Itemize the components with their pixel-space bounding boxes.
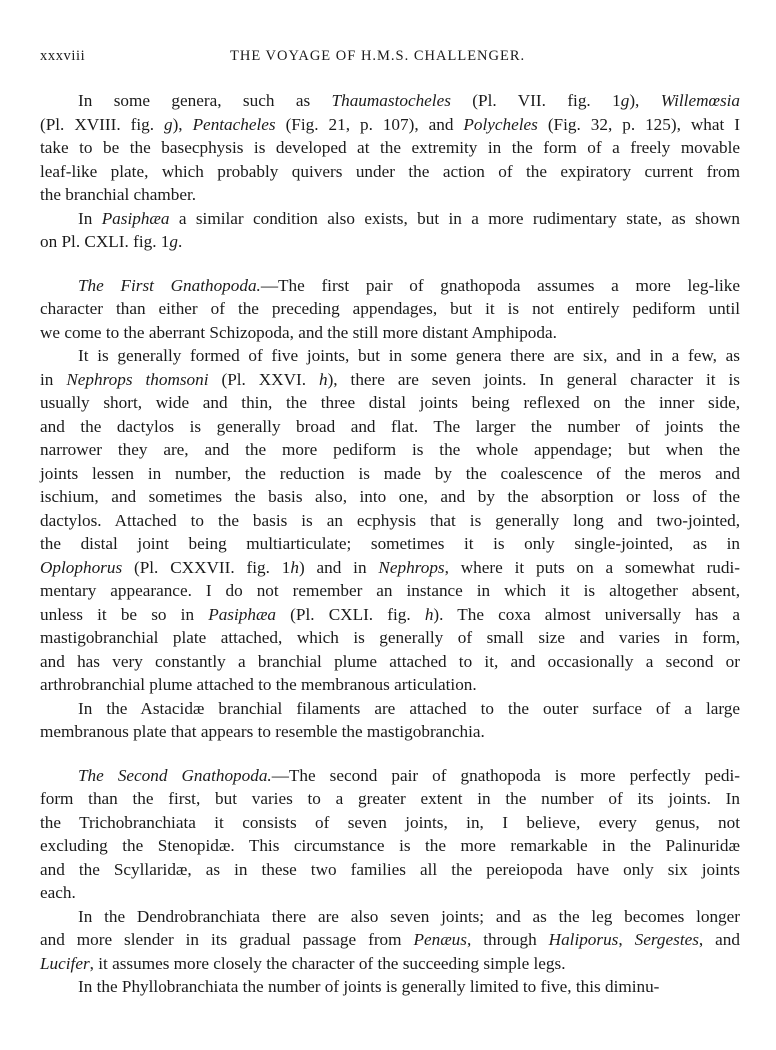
italic-term: Polycheles <box>463 114 538 134</box>
text-run: ). The coxa almost universally has a <box>433 604 740 624</box>
text-run: , where it puts on a somewhat rudi- <box>444 557 740 577</box>
text-line <box>40 89 740 113</box>
text-run: take to be the basecphysis is developed at the extremity in the form of a freely movable <box>40 138 740 157</box>
text-line <box>40 462 740 486</box>
text-run: ) and in <box>298 557 379 577</box>
text-line <box>40 834 740 858</box>
paragraph-gap <box>40 744 740 764</box>
italic-term: Haliporus <box>548 930 619 949</box>
text-line <box>40 787 740 811</box>
text-line <box>40 764 740 788</box>
text-line <box>40 556 740 580</box>
text-line <box>40 532 740 556</box>
text-run: a similar condition also exists, but in a more rudimentary state, as shown <box>169 208 740 228</box>
text-run: In the Astacidæ branchial filaments are attached to the outer surface of a large <box>78 698 740 718</box>
italic-term: Pasiphæa <box>208 604 277 624</box>
text-line <box>40 811 740 835</box>
text-run: and has very constantly a branchial plume attached to it, and occasionally a second or <box>40 651 740 671</box>
text-line <box>40 697 740 721</box>
text-run: mentary appearance. I do not remember an instance in which it is altogether absent, <box>40 581 740 600</box>
text-line <box>40 952 740 976</box>
text-run: usually short, wide and thin, the three distal joints being reflexed on the inner side, <box>40 393 740 412</box>
text-line <box>40 274 740 298</box>
text-run: , and <box>698 930 740 949</box>
text-line <box>40 207 740 231</box>
text-line <box>40 720 740 744</box>
text-run: (Fig. 32, p. 125), what I <box>537 114 740 134</box>
paragraph <box>40 697 740 744</box>
text-run: and more slender in its gradual passage from <box>40 930 414 949</box>
text-line <box>40 858 740 882</box>
text-run: narrower they are, and the more pediform is the whole appendage; but when the <box>40 440 740 459</box>
italic-term: h <box>290 557 299 577</box>
text-run: In the Dendrobranchiata there are also seven joints; and as the leg becomes longer <box>78 906 740 926</box>
text-run: In the Phyllobranchiata the number of joints is generally limited to five, this diminu- <box>78 977 660 996</box>
paragraph <box>40 344 740 697</box>
text-line <box>40 579 740 603</box>
italic-term: Lucifer <box>40 953 90 973</box>
text-run: in <box>40 369 67 389</box>
text-run: (Fig. 21, p. 107), and <box>275 114 464 134</box>
text-run: (Pl. CXLI. fig. <box>276 604 425 624</box>
text-line <box>40 438 740 462</box>
text-run: joints lessen in number, the reduction is made by the coalescence of the meros and <box>40 463 740 483</box>
text-line <box>40 928 740 952</box>
text-run: leaf-like plate, which probably quivers under the action of the expiratory current from <box>40 161 740 181</box>
italic-term: Nephrops thomsoni <box>66 369 209 389</box>
text-line <box>40 650 740 674</box>
text-run: —The second pair of gnathopoda is more perfectly pedi- <box>271 765 740 785</box>
text-run: on Pl. CXLI. fig. 1 <box>40 232 170 251</box>
text-run: In <box>78 208 102 228</box>
body-text <box>40 89 740 999</box>
text-run: ), <box>172 114 193 134</box>
text-run: unless it be so in <box>40 604 209 624</box>
paragraph <box>40 89 740 207</box>
text-run: we come to the aberrant Schizopoda, and the still more distant Amphipoda. <box>40 322 557 342</box>
text-run: , through <box>466 930 549 949</box>
text-run: the branchial chamber. <box>40 185 197 204</box>
italic-term: g <box>169 232 178 251</box>
paragraph <box>40 905 740 976</box>
text-run: form than the first, but varies to a greater extent in the number of its joints. In <box>40 789 740 808</box>
text-line <box>40 485 740 509</box>
italic-term: Willemœsia <box>660 91 741 110</box>
paragraph <box>40 975 740 999</box>
paragraph <box>40 764 740 905</box>
text-run: arthrobranchial plume attached to the membranous articulation. <box>40 675 477 694</box>
italic-term: Penæus <box>413 930 467 949</box>
text-line <box>40 160 740 184</box>
text-line <box>40 415 740 439</box>
text-line <box>40 230 740 254</box>
text-line <box>40 673 740 697</box>
italic-term: Pentacheles <box>192 114 276 134</box>
text-run: and the Scyllaridæ, as in these two families all the pereiopoda have only six joints <box>40 859 740 879</box>
paragraph <box>40 207 740 254</box>
text-run: each. <box>40 883 76 902</box>
italic-term: Oplophorus <box>40 557 123 577</box>
italic-term: The Second Gnathopoda. <box>78 765 272 785</box>
text-line <box>40 368 740 392</box>
italic-term: g <box>163 114 173 134</box>
text-line <box>40 975 740 999</box>
italic-term: Pasiphæa <box>101 208 170 228</box>
paragraph <box>40 274 740 345</box>
text-run: (Pl. VII. fig. 1 <box>450 91 621 110</box>
text-line <box>40 626 740 650</box>
paragraph-gap <box>40 254 740 274</box>
text-line <box>40 113 740 137</box>
italic-term: h <box>318 369 328 389</box>
text-run: (Pl. XVIII. fig. <box>40 114 164 134</box>
text-run: (Pl. XXVI. <box>208 369 319 389</box>
running-title: THE VOYAGE OF H.M.S. CHALLENGER. <box>230 48 526 64</box>
text-line <box>40 136 740 160</box>
text-run: (Pl. CXXVII. fig. 1 <box>122 557 291 577</box>
italic-term: h <box>424 604 434 624</box>
text-line <box>40 509 740 533</box>
text-run: In some genera, such as <box>78 91 332 110</box>
text-run: —The first pair of gnathopoda assumes a more leg-like <box>260 275 740 295</box>
text-line <box>40 881 740 905</box>
text-run: ischium, and sometimes the basis also, into one, and by the absorption or loss of the <box>40 487 740 506</box>
page-number: xxxviii <box>40 48 86 64</box>
page-header <box>40 48 740 70</box>
text-run: mastigobranchial plate attached, which is generally of small size and varies in form, <box>40 628 740 647</box>
text-run: , <box>618 930 635 949</box>
text-run: It is generally formed of five joints, but in some genera there are six, and in a few, as <box>78 346 740 365</box>
italic-term: Sergestes <box>634 930 699 949</box>
text-line <box>40 183 740 207</box>
text-run: . <box>177 232 183 251</box>
text-line <box>40 905 740 929</box>
italic-term: Nephrops <box>378 557 445 577</box>
text-run: character than either of the preceding appendages, but it is not entirely pediform until <box>40 299 740 318</box>
text-line <box>40 297 740 321</box>
text-run: dactylos. Attached to the basis is an ecphysis that is generally long and two-jointed, <box>40 510 740 530</box>
text-run: excluding the Stenopidæ. This circumstance is the more remarkable in the Palinuridæ <box>40 836 740 855</box>
text-run: ), <box>629 91 661 110</box>
text-run: the Trichobranchiata it consists of seven joints, in, I believe, every genus, not <box>40 812 740 832</box>
text-run: ), there are seven joints. In general character it is <box>327 369 740 389</box>
italic-term: The First Gnathopoda. <box>78 275 261 295</box>
text-line <box>40 321 740 345</box>
text-run: the distal joint being multiarticulate; sometimes it is only single-jointed, as in <box>40 534 740 553</box>
text-run: and the dactylos is generally broad and flat. The larger the number of joints the <box>40 416 740 436</box>
text-line <box>40 391 740 415</box>
text-run: membranous plate that appears to resemble the mastigobranchia. <box>40 722 485 741</box>
italic-term: Thaumastocheles <box>331 91 451 110</box>
text-line <box>40 603 740 627</box>
text-run: , it assumes more closely the character of the succeeding simple legs. <box>89 953 566 973</box>
italic-term: g <box>620 91 630 110</box>
text-line <box>40 344 740 368</box>
